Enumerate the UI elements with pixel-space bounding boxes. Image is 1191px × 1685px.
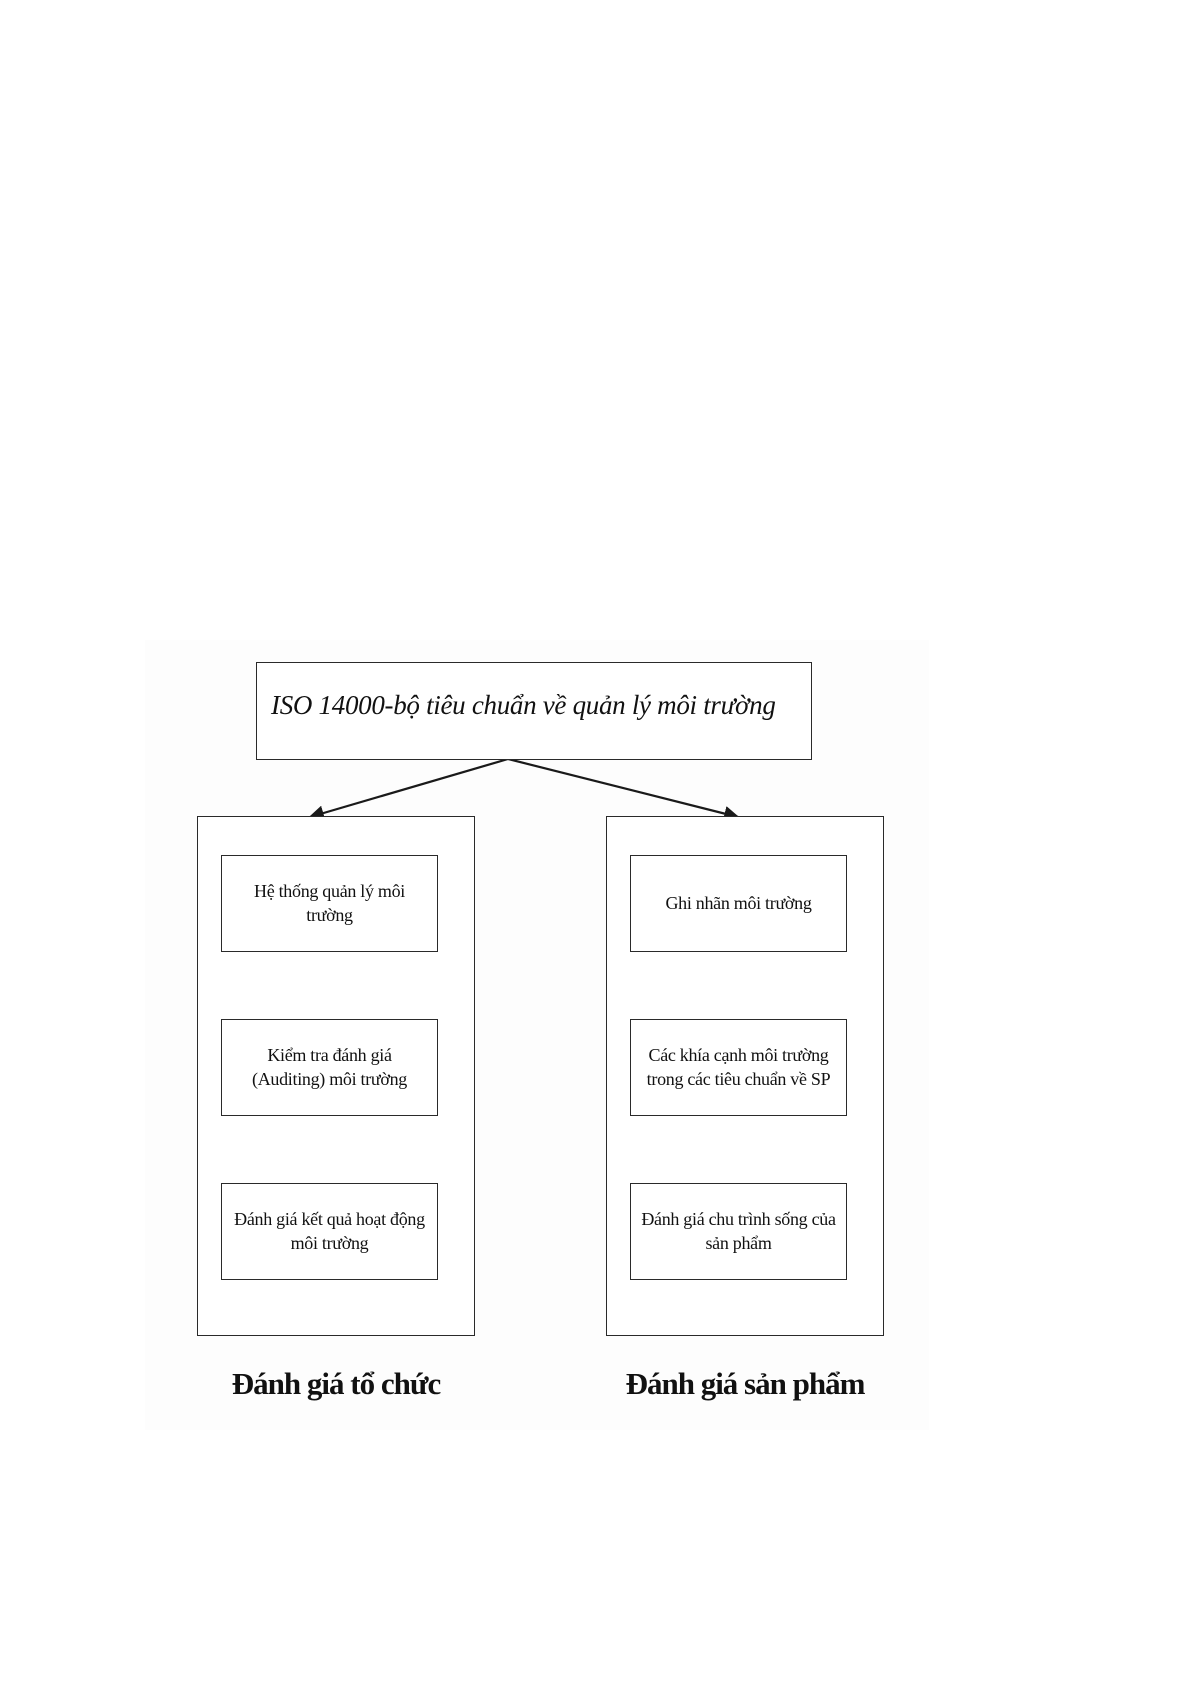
environmental-labeling-node <box>630 855 847 952</box>
node-label: Đánh giá chu trình sống của sản phẩm <box>641 1209 836 1253</box>
root-node-label: ISO 14000-bộ tiêu chuẩn về quản lý môi trường <box>271 689 776 720</box>
node-label: Ghi nhãn môi trường <box>665 892 812 913</box>
organization-evaluation-group <box>197 816 475 1336</box>
product-evaluation-caption: Đánh giá sản phẩm <box>625 1366 865 1401</box>
environmental-management-system-node <box>221 855 438 952</box>
environmental-aspects-in-product-standards-node <box>630 1019 847 1116</box>
node-label: Kiểm tra đánh giá (Auditing) môi trường <box>252 1045 407 1089</box>
arrow-to-organization <box>310 759 508 817</box>
node-label: Đánh giá kết quả hoạt động môi trường <box>234 1209 425 1253</box>
organization-evaluation-caption: Đánh giá tổ chức <box>231 1366 441 1401</box>
root-node <box>256 662 812 760</box>
product-evaluation-group <box>606 816 884 1336</box>
node-label: Các khía cạnh môi trường trong các tiêu chuẩn về SP <box>646 1045 831 1089</box>
arrow-to-product <box>508 759 738 817</box>
environmental-auditing-node <box>221 1019 438 1116</box>
node-label: Hệ thống quản lý môi trường <box>254 881 405 925</box>
life-cycle-assessment-node <box>630 1183 847 1280</box>
environmental-performance-evaluation-node <box>221 1183 438 1280</box>
